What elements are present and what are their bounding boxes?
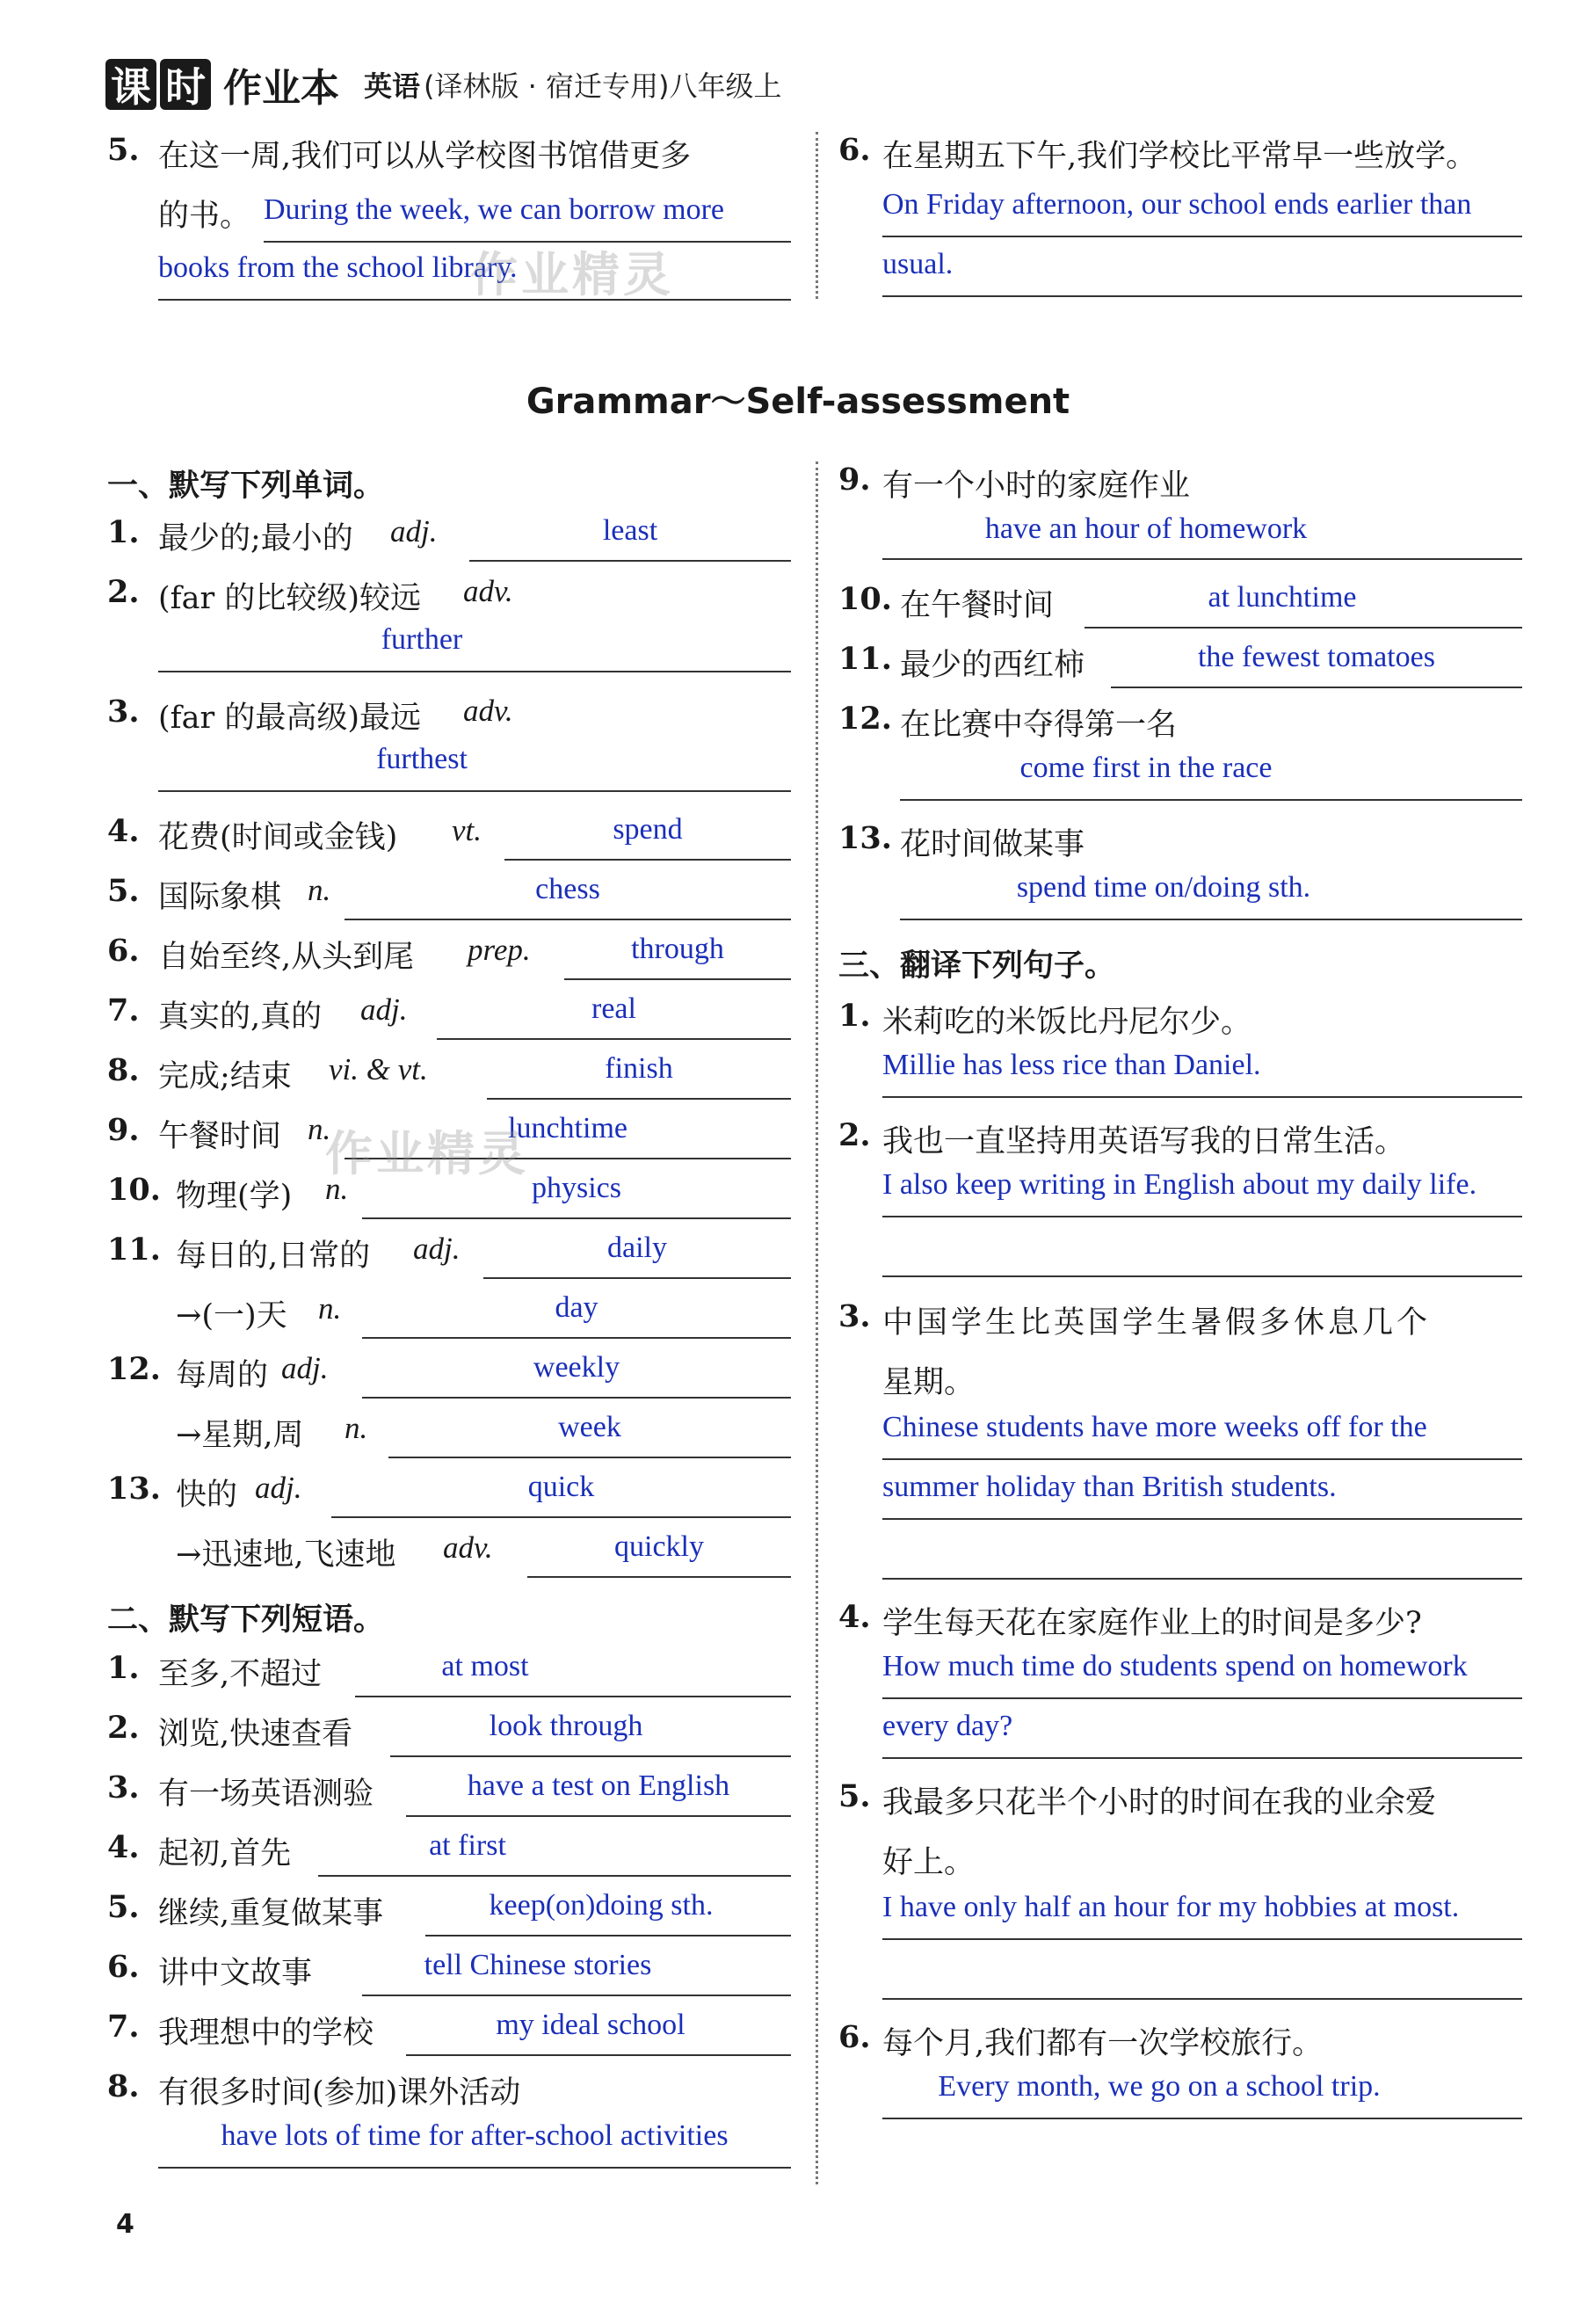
item-number: 13. [107,1471,161,1507]
answer-line [388,1457,791,1458]
item-chinese: 星期。 [882,1365,976,1400]
item-number: 10. [838,581,892,617]
item-number: 9. [107,1112,140,1148]
item-pos: adv. [463,694,513,728]
answer-text: spend [613,813,683,846]
answer-line [362,1397,791,1399]
answer-line [331,1516,791,1518]
answer-line [882,1938,1522,1940]
answer-line [900,919,1522,920]
item-chinese: 我最多只花半个小时的时间在我的业余爱 [882,1785,1437,1820]
item-chinese: 午餐时间 [158,1119,282,1154]
answer-text: tell Chinese stories [424,1949,652,1981]
item-chinese: 我也一直坚持用英语写我的日常生活。 [882,1124,1406,1159]
answer-text: quickly [614,1530,704,1563]
answer-line [406,2054,791,2056]
word-item [107,933,791,992]
item-number: 8. [107,1052,140,1088]
answer-text: Millie has less rice than Daniel. [882,1049,1261,1081]
item-chinese: (far 的比较级)较远 [158,581,421,616]
answer-line [900,799,1522,801]
answer-line [564,978,791,980]
answer-line [882,1998,1522,2000]
answer-line [345,919,791,920]
item-chinese: 物理(学) [176,1179,293,1214]
word-item [107,1052,791,1112]
item-pos: adj. [360,992,408,1027]
item-number: 11. [107,1232,161,1268]
phrase-item [107,1949,791,2009]
logo-text: 作业本 [223,66,339,111]
item-pos: vi. & vt. [329,1052,428,1086]
item-number: 1. [107,514,140,550]
item-chinese: →(一)天 [176,1298,287,1333]
item-pos: vt. [452,813,482,847]
answer-line [406,1815,791,1817]
item-chinese: 每周的 [176,1358,269,1393]
watermark: 作业精灵 [325,1126,529,1181]
item-number: 9. [838,461,871,498]
word-item [107,1291,791,1351]
item-number: 1. [838,998,871,1034]
item-chinese: →星期,周 [176,1418,304,1453]
item-number: 13. [838,820,892,856]
item-chinese: 每个月,我们都有一次学校旅行。 [882,2026,1324,2061]
logo-char-1: 课 [105,59,156,110]
answer-text: On Friday afternoon, our school ends earlier than [882,188,1472,221]
logo-char-2: 时 [160,59,211,110]
word-item [107,873,791,933]
section-1-heading: 一、默写下列单词。 [107,469,385,504]
phrase-item [838,820,1524,934]
item-number: 4. [838,1599,871,1635]
translation-item [838,1599,1524,1775]
item-chinese: 米莉吃的米饭比丹尼尔少。 [882,1005,1252,1040]
item-chinese: 起初,首先 [158,1836,292,1871]
answer-line [882,1518,1522,1520]
item-pos: prep. [468,933,531,967]
answer-text: at first [429,1829,506,1862]
answer-line [882,558,1522,560]
item-chinese: 在比赛中夺得第一名 [900,708,1178,743]
section-title: Grammar～Self-assessment [526,381,1070,422]
subject: 英语 [364,69,421,103]
answer-text: every day? [882,1710,1013,1742]
answer-line [355,1696,791,1697]
answer-text: quick [527,1471,595,1503]
phrase-item [107,1769,791,1829]
answer-text: have lots of time for after-school activities [221,2119,729,2152]
item-number: 1. [107,1650,140,1686]
word-item [107,1471,791,1530]
answer-text: week [558,1411,621,1443]
item-chinese: →迅速地,飞速地 [176,1537,396,1573]
word-item [107,514,791,574]
phrase-item [107,1889,791,1949]
word-item [107,694,791,775]
answer-text: During the week, we can borrow more [264,193,724,226]
answer-line [882,1275,1522,1277]
item-chinese: 每日的,日常的 [176,1239,371,1274]
item-chinese: 有一场英语测验 [158,1777,374,1812]
item-chinese: 我理想中的学校 [158,2016,374,2051]
item-pos: adj. [413,1232,461,1266]
answer-text: physics [532,1172,621,1204]
answer-text: lunchtime [508,1112,628,1144]
answer-text: books from the school library. [158,251,518,284]
answer-text: at lunchtime [1208,581,1357,614]
phrase-item [838,641,1524,701]
edition: (译林版 · 宿迁专用)八年级上 [424,69,782,103]
answer-text: summer holiday than British students. [882,1471,1337,1503]
item-number: 3. [107,694,140,730]
item-number: 12. [107,1351,161,1387]
item-pos: adj. [281,1351,329,1385]
answer-text: look through [489,1710,643,1742]
answer-line [158,790,791,792]
item-chinese: 有很多时间(参加)课外活动 [158,2075,521,2111]
answer-text: my ideal school [496,2009,686,2041]
word-item [107,813,791,873]
item-number: 6. [107,1949,140,1985]
page-number: 4 [116,2209,134,2240]
answer-text: I also keep writing in English about my daily life. [882,1168,1477,1201]
item-chinese: (far 的最高级)最远 [158,701,421,736]
answer-line [362,1217,791,1219]
item-number: 11. [838,641,892,677]
answer-text: Chinese students have more weeks off for the [882,1411,1427,1443]
translation-item [838,1117,1524,1293]
item-chinese: 真实的,真的 [158,999,323,1035]
item-number: 7. [107,992,140,1028]
word-item [107,992,791,1052]
answer-text: the fewest tomatoes [1197,641,1436,673]
answer-line [390,1755,791,1757]
question-number: 6. [838,132,871,168]
answer-line [483,1277,791,1279]
phrase-item [838,701,1524,815]
answer-text: day [555,1291,598,1324]
word-item [107,1411,791,1471]
phrase-item [107,2009,791,2068]
answer-line [318,1875,791,1877]
item-number: 3. [107,1769,140,1806]
phrase-item [107,2068,791,2183]
answer-line [158,2167,791,2169]
item-pos: adv. [463,574,513,608]
phrase-item [107,1710,791,1769]
left-column [107,461,791,2184]
answer-text: Every month, we go on a school trip. [938,2070,1381,2103]
watermark: 作业精灵 [470,247,674,302]
answer-line [882,236,1522,237]
section-2-heading: 二、默写下列短语。 [107,1602,385,1638]
answer-line [158,671,791,672]
answer-line [504,859,791,861]
answer-text: through [631,933,724,965]
item-chinese: 中国学生比英国学生暑假多休息几个 [882,1305,1432,1341]
answer-line [882,2118,1522,2119]
question-text: 的书。 [158,199,251,234]
item-number: 5. [107,1889,140,1925]
item-chinese: 国际象棋 [158,880,282,915]
item-pos: n. [345,1411,368,1445]
item-chinese: 花费(时间或金钱) [158,820,398,855]
item-pos: n. [318,1291,342,1326]
answer-text: least [602,514,658,547]
answer-line [469,560,791,562]
answer-line [425,1935,791,1937]
answer-line [527,1576,791,1578]
translation-item [838,1298,1524,1597]
answer-line [437,1038,791,1040]
item-pos: adj. [255,1471,302,1505]
answer-text: daily [607,1232,667,1264]
answer-text: keep(on)doing sth. [489,1889,714,1922]
right-column [838,461,1524,2184]
question-number: 5. [107,132,140,168]
item-chinese: 至多,不超过 [158,1657,323,1692]
word-item [107,1530,791,1590]
question-text: 在这一周,我们可以从学校图书馆借更多 [158,139,692,174]
phrase-item [838,461,1524,576]
answer-text: furthest [376,743,468,775]
phrase-item [107,1829,791,1889]
answer-text: chess [535,873,600,905]
item-chinese: 学生每天花在家庭作业上的时间是多少? [882,1606,1422,1641]
item-chinese: 快的 [176,1478,238,1513]
answer-text: usual. [882,248,954,280]
item-pos: n. [308,1112,331,1146]
phrase-item [838,581,1524,641]
item-number: 3. [838,1298,871,1334]
word-item [107,574,791,656]
item-number: 10. [107,1172,161,1208]
item-chinese: 自始至终,从头到尾 [158,940,415,975]
item-chinese: 完成;结束 [158,1059,292,1094]
answer-text: at most [441,1650,529,1682]
item-number: 4. [107,813,140,849]
word-item [107,1232,791,1291]
item-number: 6. [107,933,140,969]
answer-line [882,1458,1522,1460]
item-chinese: 浏览,快速查看 [158,1717,353,1752]
answer-text: have a test on English [467,1769,730,1802]
item-number: 12. [838,701,892,737]
answer-line [882,1216,1522,1217]
item-number: 8. [107,2068,140,2104]
phrase-item [107,1650,791,1710]
answer-text: weekly [533,1351,620,1384]
answer-line [1085,627,1522,629]
answer-line [362,1995,791,1996]
top-divider [816,132,818,299]
item-chinese: 最少的西红柿 [900,648,1085,683]
answer-line [882,1578,1522,1580]
answer-text: come first in the race [1019,752,1273,784]
translation-item [838,2019,1524,2133]
item-number: 7. [107,2009,140,2045]
answer-line [882,1096,1522,1098]
item-pos: adj. [390,514,438,549]
item-pos: n. [325,1172,349,1206]
item-chinese: 好上。 [882,1845,976,1880]
main-divider [816,461,818,2184]
item-chinese: 最少的;最小的 [158,521,353,556]
answer-line [882,1697,1522,1699]
answer-line [882,295,1522,297]
item-number: 2. [107,1710,140,1746]
logo [105,56,339,113]
answer-text: finish [605,1052,673,1085]
item-number: 2. [107,574,140,610]
item-pos: n. [308,873,331,907]
item-chinese: 讲中文故事 [158,1956,313,1991]
item-chinese: 有一个小时的家庭作业 [882,469,1191,504]
item-chinese: 继续,重复做某事 [158,1896,384,1931]
answer-line [882,1757,1522,1759]
answer-text: real [591,992,636,1025]
item-chinese: 在午餐时间 [900,588,1055,623]
item-number: 2. [838,1117,871,1153]
answer-text: How much time do students spend on homework [882,1650,1468,1682]
item-pos: adv. [443,1530,493,1565]
answer-line [362,1337,791,1339]
section-3-heading: 三、翻译下列句子。 [838,948,1116,984]
item-number: 5. [107,873,140,909]
question-text: 在星期五下午,我们学校比平常早一些放学。 [882,139,1477,174]
translation-item [838,998,1524,1112]
item-number: 5. [838,1778,871,1814]
item-number: 6. [838,2019,871,2055]
answer-line [1111,687,1522,688]
answer-text: spend time on/doing sth. [1016,871,1311,904]
answer-text: have an hour of homework [984,512,1308,545]
answer-text: I have only half an hour for my hobbies at most. [882,1891,1460,1923]
translation-item [838,1778,1524,2016]
answer-text: further [381,623,463,656]
answer-line [487,1098,791,1100]
item-chinese: 花时间做某事 [900,827,1085,862]
word-item [107,1351,791,1411]
header [105,58,782,111]
item-number: 4. [107,1829,140,1865]
